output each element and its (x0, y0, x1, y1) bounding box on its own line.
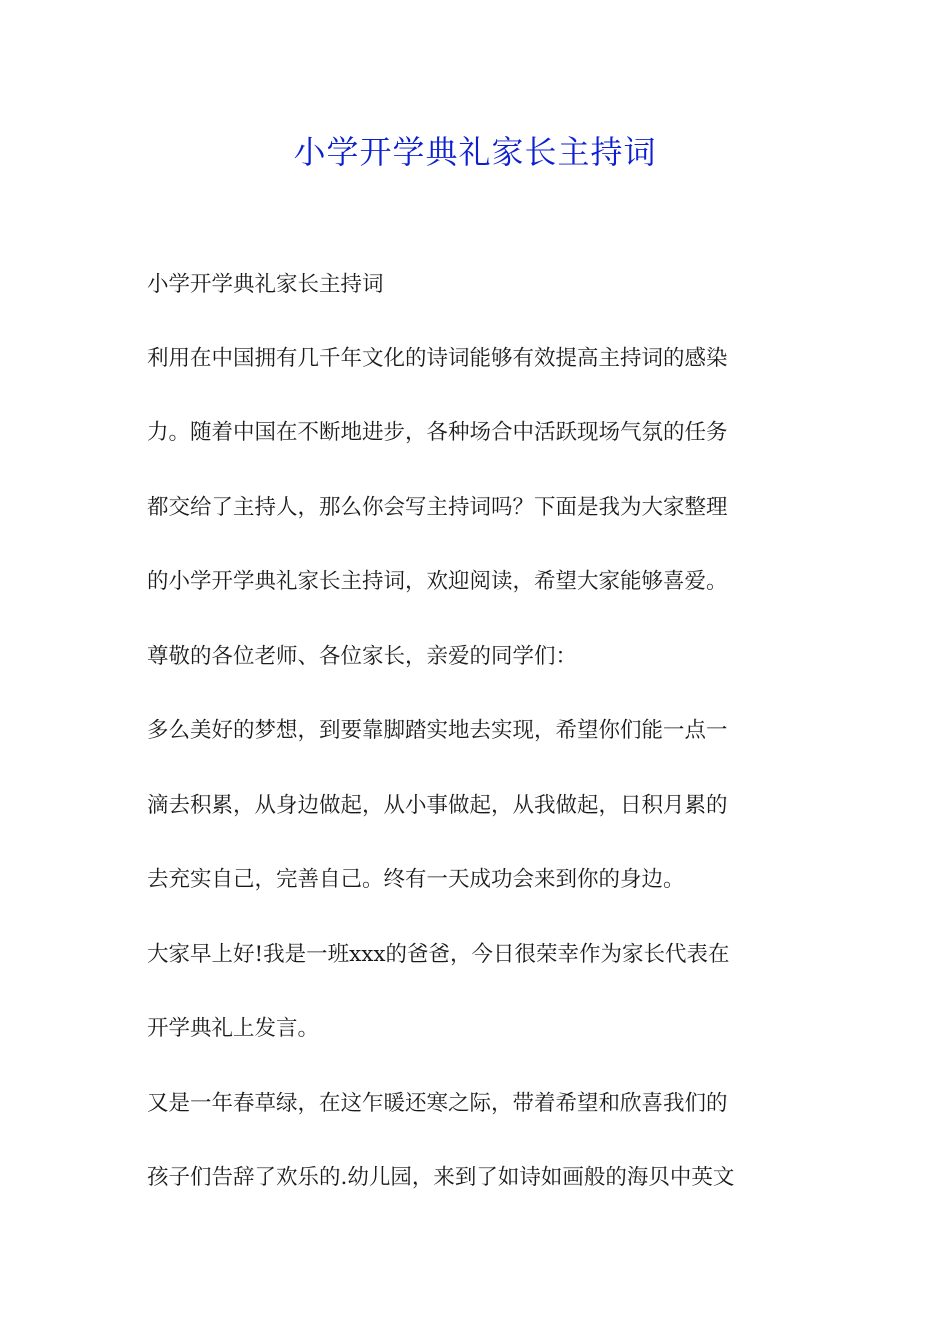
text-line: 利用在中国拥有几千年文化的诗词能够有效提高主持词的感染 (147, 346, 728, 371)
text-line: 都交给了主持人，那么你会写主持词吗？下面是我为大家整理 (147, 495, 728, 520)
text-line: 开学典礼上发言。 (147, 1016, 320, 1041)
document-title: 小学开学典礼家长主持词 (293, 133, 657, 171)
text-line: 又是一年春草绿，在这乍暖还寒之际，带着希望和欣喜我们的 (147, 1091, 728, 1116)
text-line: 滴去积累，从身边做起，从小事做起，从我做起，日积月累的 (147, 793, 728, 818)
text-line: 孩子们告辞了欢乐的.幼儿园，来到了如诗如画般的海贝中英文 (147, 1165, 735, 1190)
text-line: 去充实自己，完善自己。终有一天成功会来到你的身边。 (147, 867, 685, 892)
text-line: 小学开学典礼家长主持词 (147, 272, 384, 297)
text-line: 大家早上好!我是一班xxx的爸爸，今日很荣幸作为家长代表在 (147, 942, 730, 967)
text-line: 的小学开学典礼家长主持词，欢迎阅读，希望大家能够喜爱。 (147, 569, 728, 594)
text-line: 力。随着中国在不断地进步，各种场合中活跃现场气氛的任务 (147, 420, 728, 445)
text-line: 多么美好的梦想，到要靠脚踏实地去实现，希望你们能一点一 (147, 718, 728, 743)
text-line: 尊敬的各位老师、各位家长，亲爱的同学们： (147, 644, 578, 669)
